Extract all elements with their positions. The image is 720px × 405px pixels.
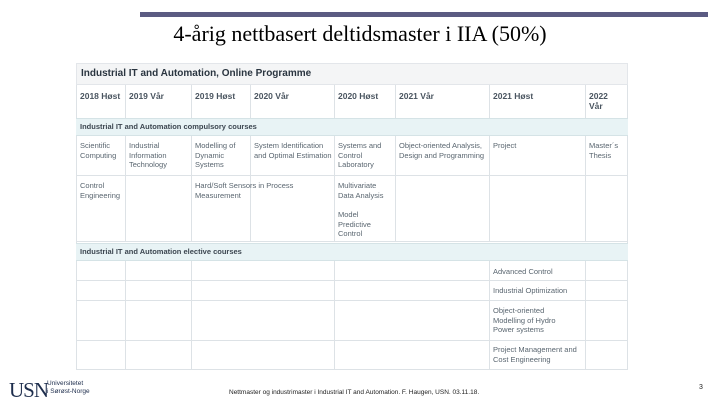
title-accent-bar (140, 12, 708, 17)
course-scientific-computing: Scientific Computing (80, 141, 117, 160)
course-system-identification: System Identification and Optimal Estimation (254, 141, 332, 160)
course-multivariate-data-analysis: Multivariate Data Analysis (338, 181, 384, 200)
grid-line (585, 85, 586, 118)
course-industrial-information-technology: Industrial Information Technology (129, 141, 167, 169)
grid-line (76, 369, 628, 370)
grid-line (125, 261, 126, 370)
header-2019-host: 2019 Høst (195, 91, 236, 101)
course-hard-soft-sensors: Hard/Soft Sensors in Process Measurement (195, 181, 294, 200)
grid-line (76, 280, 628, 281)
grid-line (334, 136, 335, 241)
course-object-oriented-analysis: Object-oriented Analysis, Design and Programming (399, 141, 485, 160)
course-project-management: Project Management and Cost Engineering (493, 345, 577, 364)
slide-title: 4-årig nettbasert deltidsmaster i IIA (50%) (173, 21, 547, 46)
header-2022-var: 2022 Vår (589, 91, 608, 111)
usn-logo-mark: USN (9, 378, 49, 402)
usn-logo-line1: Universitetet (47, 380, 84, 387)
course-model-predictive-control: Model Predictive Control (338, 210, 371, 238)
usn-logo-line2: i Sørøst-Norge (47, 388, 90, 395)
header-2019-var: 2019 Vår (129, 91, 164, 101)
grid-line (395, 85, 396, 118)
header-2021-var: 2021 Vår (399, 91, 434, 101)
programme-table (76, 63, 628, 370)
course-oo-modelling-hydro: Object-oriented Modelling of Hydro Power systems (493, 306, 556, 334)
grid-line (191, 85, 192, 118)
grid-line (76, 241, 628, 242)
course-project: Project (493, 141, 517, 150)
table-caption: Industrial IT and Automation, Online Programme (76, 63, 628, 85)
header-2021-host: 2021 Høst (493, 91, 534, 101)
grid-line (585, 261, 586, 370)
grid-line (585, 136, 586, 241)
grid-line (125, 136, 126, 241)
grid-line (191, 261, 192, 370)
course-modelling-dynamic-systems: Modelling of Dynamic Systems (195, 141, 236, 169)
elective-section-header: Industrial IT and Automation elective courses (76, 243, 628, 261)
grid-line (125, 85, 126, 118)
grid-line (489, 261, 490, 370)
header-2020-host: 2020 Høst (338, 91, 379, 101)
course-advanced-control: Advanced Control (493, 267, 553, 276)
grid-line (489, 136, 490, 241)
grid-line (395, 136, 396, 241)
course-control-engineering: Control Engineering (80, 181, 121, 200)
course-masters-thesis: Master´s Thesis (589, 141, 619, 160)
slide-footer: Nettmaster og industrimaster i Industrial IT and Automation. F. Haugen, USN. 03.11.18. (229, 389, 480, 396)
grid-line (334, 261, 335, 370)
grid-line (489, 85, 490, 118)
grid-line (76, 175, 628, 176)
grid-line (76, 340, 628, 341)
course-systems-control-lab: Systems and Control Laboratory (338, 141, 382, 169)
header-2020-var: 2020 Vår (254, 91, 289, 101)
page-number: 3 (699, 384, 703, 391)
course-industrial-optimization: Industrial Optimization (493, 286, 568, 295)
grid-line (76, 300, 628, 301)
grid-line (191, 136, 192, 241)
grid-line (250, 85, 251, 118)
header-2018-host: 2018 Høst (80, 91, 121, 101)
grid-line (334, 85, 335, 118)
compulsory-section-header: Industrial IT and Automation compulsory courses (76, 118, 628, 136)
